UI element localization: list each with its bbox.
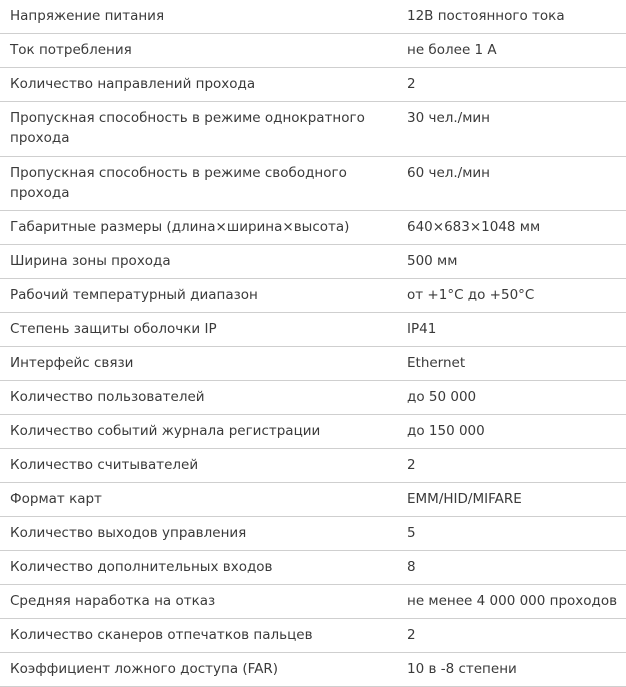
- spec-parameter: Количество выходов управления: [0, 517, 395, 551]
- spec-value: 8: [395, 551, 626, 585]
- table-row: [0, 245, 626, 279]
- table-row: [0, 34, 626, 68]
- table-row: [0, 415, 626, 449]
- spec-value: 640×683×1048 мм: [395, 211, 626, 245]
- spec-value: 10 в -8 степени: [395, 653, 626, 687]
- spec-value: не менее 4 000 000 проходов: [395, 585, 626, 619]
- table-row: [0, 449, 626, 483]
- table-row: [0, 0, 626, 34]
- spec-parameter: Средняя наработка на отказ: [0, 585, 395, 619]
- spec-value: EMM/HID/MIFARE: [395, 483, 626, 517]
- table-row: [0, 517, 626, 551]
- spec-parameter: Количество сканеров отпечатков пальцев: [0, 619, 395, 653]
- spec-parameter: Пропускная способность в режиме свободного прохода: [0, 157, 395, 211]
- spec-parameter: Степень защиты оболочки IP: [0, 313, 395, 347]
- table-row: [0, 619, 626, 653]
- spec-value: 2: [395, 449, 626, 483]
- spec-parameter: Формат карт: [0, 483, 395, 517]
- table-row: [0, 157, 626, 211]
- spec-parameter: Пропускная способность в режиме однократного прохода: [0, 102, 395, 157]
- table-row: [0, 347, 626, 381]
- spec-value: 5: [395, 517, 626, 551]
- spec-parameter: Количество пользователей: [0, 381, 395, 415]
- table-row: [0, 551, 626, 585]
- spec-value: 12В постоянного тока: [395, 0, 626, 34]
- spec-value: IP41: [395, 313, 626, 347]
- spec-value: до 50 000: [395, 381, 626, 415]
- spec-parameter: Рабочий температурный диапазон: [0, 279, 395, 313]
- spec-parameter: Количество событий журнала регистрации: [0, 415, 395, 449]
- spec-parameter: Интерфейс связи: [0, 347, 395, 381]
- spec-value: 2: [395, 68, 626, 102]
- spec-value: 30 чел./мин: [395, 102, 626, 157]
- spec-value: 2: [395, 619, 626, 653]
- spec-value: Ethernet: [395, 347, 626, 381]
- table-row: [0, 68, 626, 102]
- spec-parameter: Количество направлений прохода: [0, 68, 395, 102]
- table-row: [0, 313, 626, 347]
- spec-value: от +1°С до +50°С: [395, 279, 626, 313]
- spec-parameter: Количество считывателей: [0, 449, 395, 483]
- table-row: [0, 381, 626, 415]
- spec-value: 500 мм: [395, 245, 626, 279]
- spec-value: не более 1 А: [395, 34, 626, 68]
- spec-value: до 150 000: [395, 415, 626, 449]
- spec-parameter: Габаритные размеры (длина×ширина×высота): [0, 211, 395, 245]
- spec-value: 60 чел./мин: [395, 157, 626, 211]
- spec-parameter: Ширина зоны прохода: [0, 245, 395, 279]
- spec-parameter: Количество дополнительных входов: [0, 551, 395, 585]
- table-row: [0, 279, 626, 313]
- table-row: [0, 585, 626, 619]
- table-row: [0, 211, 626, 245]
- table-row: [0, 102, 626, 157]
- spec-parameter: Напряжение питания: [0, 0, 395, 34]
- table-row: [0, 483, 626, 517]
- spec-parameter: Коэффициент ложного доступа (FAR): [0, 653, 395, 687]
- spec-parameter: Ток потребления: [0, 34, 395, 68]
- table-row: [0, 653, 626, 687]
